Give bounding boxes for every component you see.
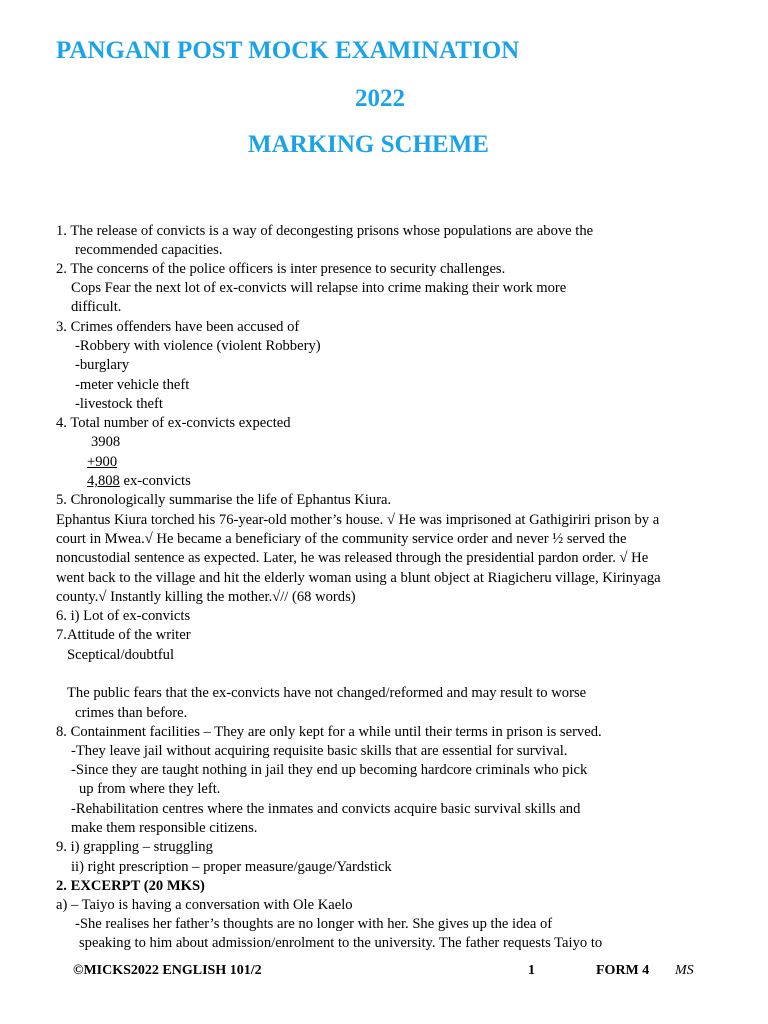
answer-line: 2. The concerns of the police officers is inter presence to security challenges. <box>56 261 506 277</box>
answer-line: 3908 <box>91 434 121 450</box>
answer-line: 4. Total number of ex-convicts expected <box>56 415 291 431</box>
footer-ms: MS <box>675 963 694 978</box>
answer-line: recommended capacities. <box>75 242 223 258</box>
answer-line: -livestock theft <box>75 396 163 412</box>
answer-line: 3. Crimes offenders have been accused of <box>56 319 300 335</box>
answer-line: 5. Chronologically summarise the life of Ephantus Kiura. <box>56 492 392 508</box>
answer-line: 6. i) Lot of ex-convicts <box>56 608 191 624</box>
answer-line: make them responsible citizens. <box>71 820 258 836</box>
answer-line: The public fears that the ex-convicts have not changed/reformed and may result to worse <box>67 685 587 701</box>
answer-line: Cops Fear the next lot of ex-convicts will relapse into crime making their work more <box>71 280 567 296</box>
answer-line: -Robbery with violence (violent Robbery) <box>75 338 321 354</box>
answer-line: -Since they are taught nothing in jail they end up becoming hardcore criminals who pick <box>71 762 588 778</box>
answer-line <box>87 472 191 491</box>
footer-form: FORM 4 <box>596 963 650 978</box>
answer-line: crimes than before. <box>75 705 188 721</box>
footer-copyright: ©MICKS2022 ENGLISH 101/2 <box>73 963 262 978</box>
answer-line: noncustodial sentence as expected. Later, he was released through the presidential pardon order. √ He <box>56 550 649 566</box>
answer-line: difficult. <box>71 299 122 315</box>
answer-line: 1. The release of convicts is a way of decongesting prisons whose populations are above the <box>56 223 594 239</box>
exam-year: 2022 <box>355 85 405 112</box>
answer-line: 7.Attitude of the writer <box>56 627 191 643</box>
answer-line: 9. i) grappling – struggling <box>56 839 213 855</box>
answer-line: -She realises her father’s thoughts are no longer with her. She gives up the idea of <box>75 916 553 932</box>
answer-line: went back to the village and hit the elderly woman using a blunt object at Riagicheru village, Kirinyaga <box>56 570 661 586</box>
answer-line: -burglary <box>75 357 130 373</box>
answer-line: Ephantus Kiura torched his 76-year-old mother’s house. √ He was imprisoned at Gathigiriri prison by a <box>56 512 660 528</box>
answer-line: Sceptical/doubtful <box>67 647 174 663</box>
total-unit: ex-convicts <box>119 473 191 489</box>
answer-line: -Rehabilitation centres where the inmates and convicts acquire basic survival skills and <box>71 801 581 817</box>
answer-line: a) – Taiyo is having a conversation with Ole Kaelo <box>56 897 353 913</box>
answer-line: speaking to him about admission/enrolment to the university. The father requests Taiyo to <box>79 935 603 951</box>
answer-line: ii) right prescription – proper measure/gauge/Yardstick <box>71 859 392 875</box>
answer-line: -They leave jail without acquiring requisite basic skills that are essential for survival. <box>71 743 568 759</box>
answer-line: 8. Containment facilities – They are only kept for a while until their terms in prison is served. <box>56 724 602 740</box>
answer-line: county.√ Instantly killing the mother.√// (68 words) <box>56 589 356 605</box>
total-value: 4,808 <box>87 473 120 489</box>
answer-line: court in Mwea.√ He became a beneficiary of the community service order and never ½ served the <box>56 531 627 547</box>
answer-line: up from where they left. <box>79 781 221 797</box>
marking-scheme-title: MARKING SCHEME <box>248 131 489 158</box>
exam-title: PANGANI POST MOCK EXAMINATION <box>56 37 520 64</box>
answer-line: +900 <box>87 454 118 470</box>
answer-line: -meter vehicle theft <box>75 377 190 393</box>
page-number: 1 <box>528 963 535 978</box>
section-heading: 2. EXCERPT (20 MKS) <box>56 878 205 894</box>
